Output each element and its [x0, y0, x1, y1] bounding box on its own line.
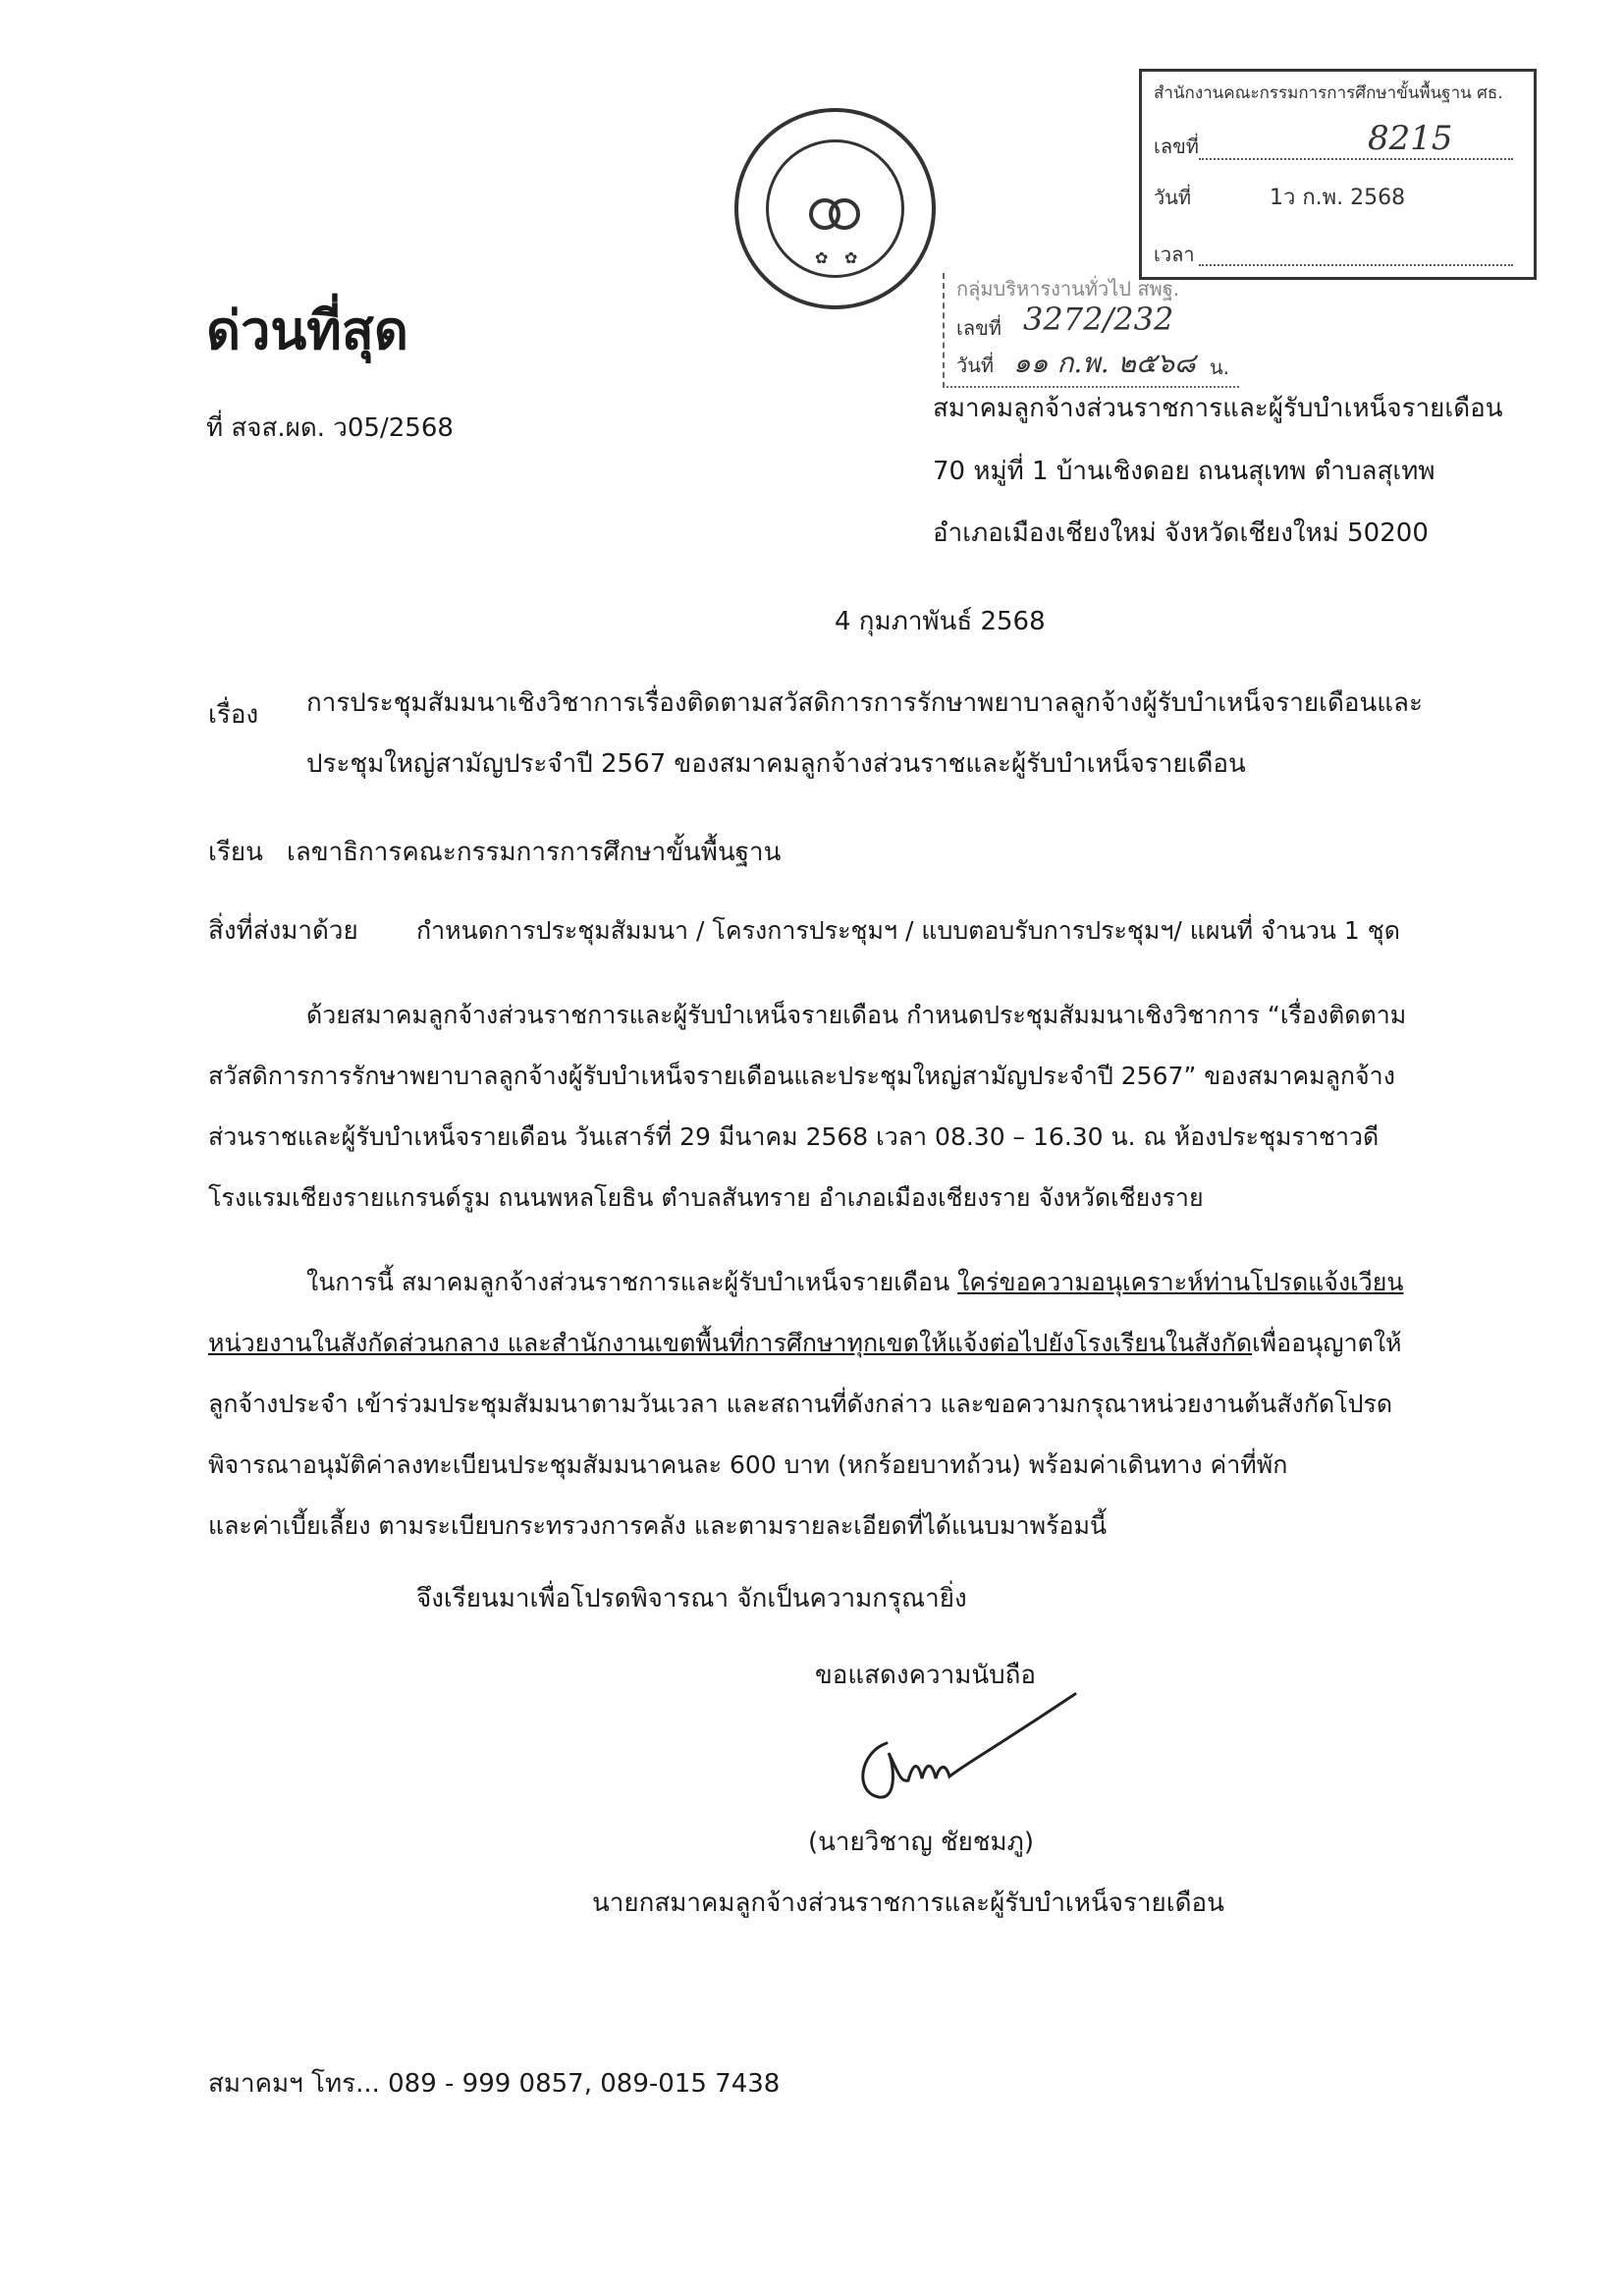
to-label: เรียน — [208, 838, 263, 867]
seal-logo-icon — [734, 108, 936, 309]
recv-number-label: เลขที่ — [956, 316, 1001, 340]
svg-text:✿: ✿ — [844, 248, 858, 267]
stamp-time-label: เวลา — [1154, 243, 1195, 266]
enclosure-label: สิ่งที่ส่งมาด้วย — [208, 916, 358, 946]
handwritten-signature — [839, 1684, 1095, 1822]
para2-line-2-text: เพื่ออนุญาตให้ — [1252, 1329, 1402, 1357]
para1-line-3: ส่วนราชและผู้รับบำเหน็จรายเดือน วันเสาร์ที่ 29 มีนาคม 2568 เวลา 08.30 – 16.30 น. ณ ห้องประชุมราชาวดี — [208, 1122, 1380, 1151]
subject-line-2: ประชุมใหญ่สามัญประจำปี 2567 ของสมาคมลูกจ้างส่วนราชและผู้รับบำเหน็จรายเดือน — [306, 749, 1246, 779]
regards-text: ขอแสดงความนับถือ — [815, 1661, 1036, 1690]
letter-date: 4 กุมภาพันธ์ 2568 — [835, 607, 1046, 636]
sender-address-line-2: 70 หมู่ที่ 1 บ้านเชิงดอย ถนนสุเทพ ตำบลสุเทพ — [933, 457, 1435, 486]
recipient: เลขาธิการคณะกรรมการการศึกษาขั้นพื้นฐาน — [287, 838, 782, 867]
para2-line-1-emphasis: ใคร่ขอความอนุเคราะห์ท่านโปรดแจ้งเวียน — [957, 1268, 1404, 1296]
stamp-date-label: วันที่ — [1154, 186, 1192, 209]
para2-line-4: พิจารณาอนุมัติค่าลงทะเบียนประชุมสัมมนาคนละ 600 บาท (หกร้อยบาทถ้วน) พร้อมค่าเดินทาง ค่าที่พัก — [208, 1450, 1288, 1479]
recv-time-suffix: น. — [1210, 355, 1230, 379]
para2-line-3: ลูกจ้างประจำ เข้าร่วมประชุมสัมมนาตามวันเวลา และสถานที่ดังกล่าว และขอความกรุณาหน่วยงานต้นสังกัดโปรด — [208, 1390, 1393, 1418]
association-seal — [734, 108, 936, 309]
urgency-label: ด่วนที่สุด — [206, 300, 408, 361]
enclosure-text: กำหนดการประชุมสัมมนา / โครงการประชุมฯ / แบบตอบรับการประชุมฯ/ แผนที่ จำนวน 1 ชุด — [416, 916, 1400, 945]
para2-line-2 — [208, 1326, 1402, 1361]
para2-line-5: และค่าเบี้ยเลี้ยง ตามระเบียบกระทรวงการคลัง และตามรายละเอียดที่ได้แนบมาพร้อมนี้ — [208, 1511, 1108, 1540]
recv-number-value: 3272/232 — [1023, 301, 1174, 338]
subject-line-1: การประชุมสัมมนาเชิงวิชาการเรื่องติดตามสวัสดิการการรักษาพยาบาลลูกจ้างผู้รับบำเหน็จรายเดือนและ — [306, 688, 1423, 718]
stamp-number-value: 8215 — [1368, 119, 1453, 158]
para2-line-2-emphasis: หน่วยงานในสังกัดส่วนกลาง และสำนักงานเขตพื้นที่การศึกษาทุกเขตให้แจ้งต่อไปยังโรงเรียนในสังกัด — [208, 1329, 1253, 1357]
signer-title: นายกสมาคมลูกจ้างส่วนราชการและผู้รับบำเหน็จรายเดือน — [592, 1888, 1224, 1918]
stamp-date-value: 1ว ก.พ. 2568 — [1270, 186, 1406, 210]
recv-date-label: วันที่ — [956, 354, 995, 377]
para1-line-1: ด้วยสมาคมลูกจ้างส่วนราชการและผู้รับบำเหน็จรายเดือน กำหนดประชุมสัมมนาเชิงวิชาการ “เรื่องติดตาม — [306, 1001, 1407, 1029]
para2-line-1-text: ในการนี้ สมาคมลูกจ้างส่วนราชการและผู้รับบำเหน็จรายเดือน — [306, 1268, 958, 1296]
admin-receive-stamp — [943, 273, 1239, 388]
svg-text:✿: ✿ — [815, 248, 829, 267]
stamp-number-label: เลขที่ — [1154, 135, 1199, 158]
signer-name: (นายวิชาญ ชัยชมภู) — [808, 1828, 1034, 1857]
contact-phone: สมาคมฯ โทร... 089 - 999 0857, 089-015 7438 — [208, 2069, 781, 2099]
obec-receive-stamp — [1139, 69, 1537, 280]
closing-text: จึงเรียนมาเพื่อโปรดพิจารณา จักเป็นความกรุณายิ่ง — [416, 1584, 967, 1613]
sender-address-line-1: สมาคมลูกจ้างส่วนราชการและผู้รับบำเหน็จรายเดือน — [933, 394, 1503, 423]
document-number: ที่ สจส.ผด. ว05/2568 — [206, 413, 454, 443]
sender-address-line-3: อำเภอเมืองเชียงใหม่ จังหวัดเชียงใหม่ 50200 — [933, 519, 1429, 548]
recv-date-value: ๑๑ ก.พ. ๒๕๖๘ — [1013, 347, 1196, 379]
stamp-header: สำนักงานคณะกรรมการการศึกษาขั้นพื้นฐาน ศธ. — [1154, 83, 1503, 103]
para1-line-2: สวัสดิการการรักษาพยาบาลลูกจ้างผู้รับบำเหน็จรายเดือนและประชุมใหญ่สามัญประจำปี 2567” ของสมาคมลูกจ้าง — [208, 1062, 1395, 1090]
recv-stamp-header: กลุ่มบริหารงานทั่วไป สพฐ. — [956, 277, 1180, 301]
para2-line-1 — [306, 1265, 1403, 1300]
subject-label: เรื่อง — [208, 700, 259, 730]
para1-line-4: โรงแรมเชียงรายแกรนด์รูม ถนนพหลโยธิน ตำบลสันทราย อำเภอเมืองเชียงราย จังหวัดเชียงราย — [208, 1183, 1204, 1212]
